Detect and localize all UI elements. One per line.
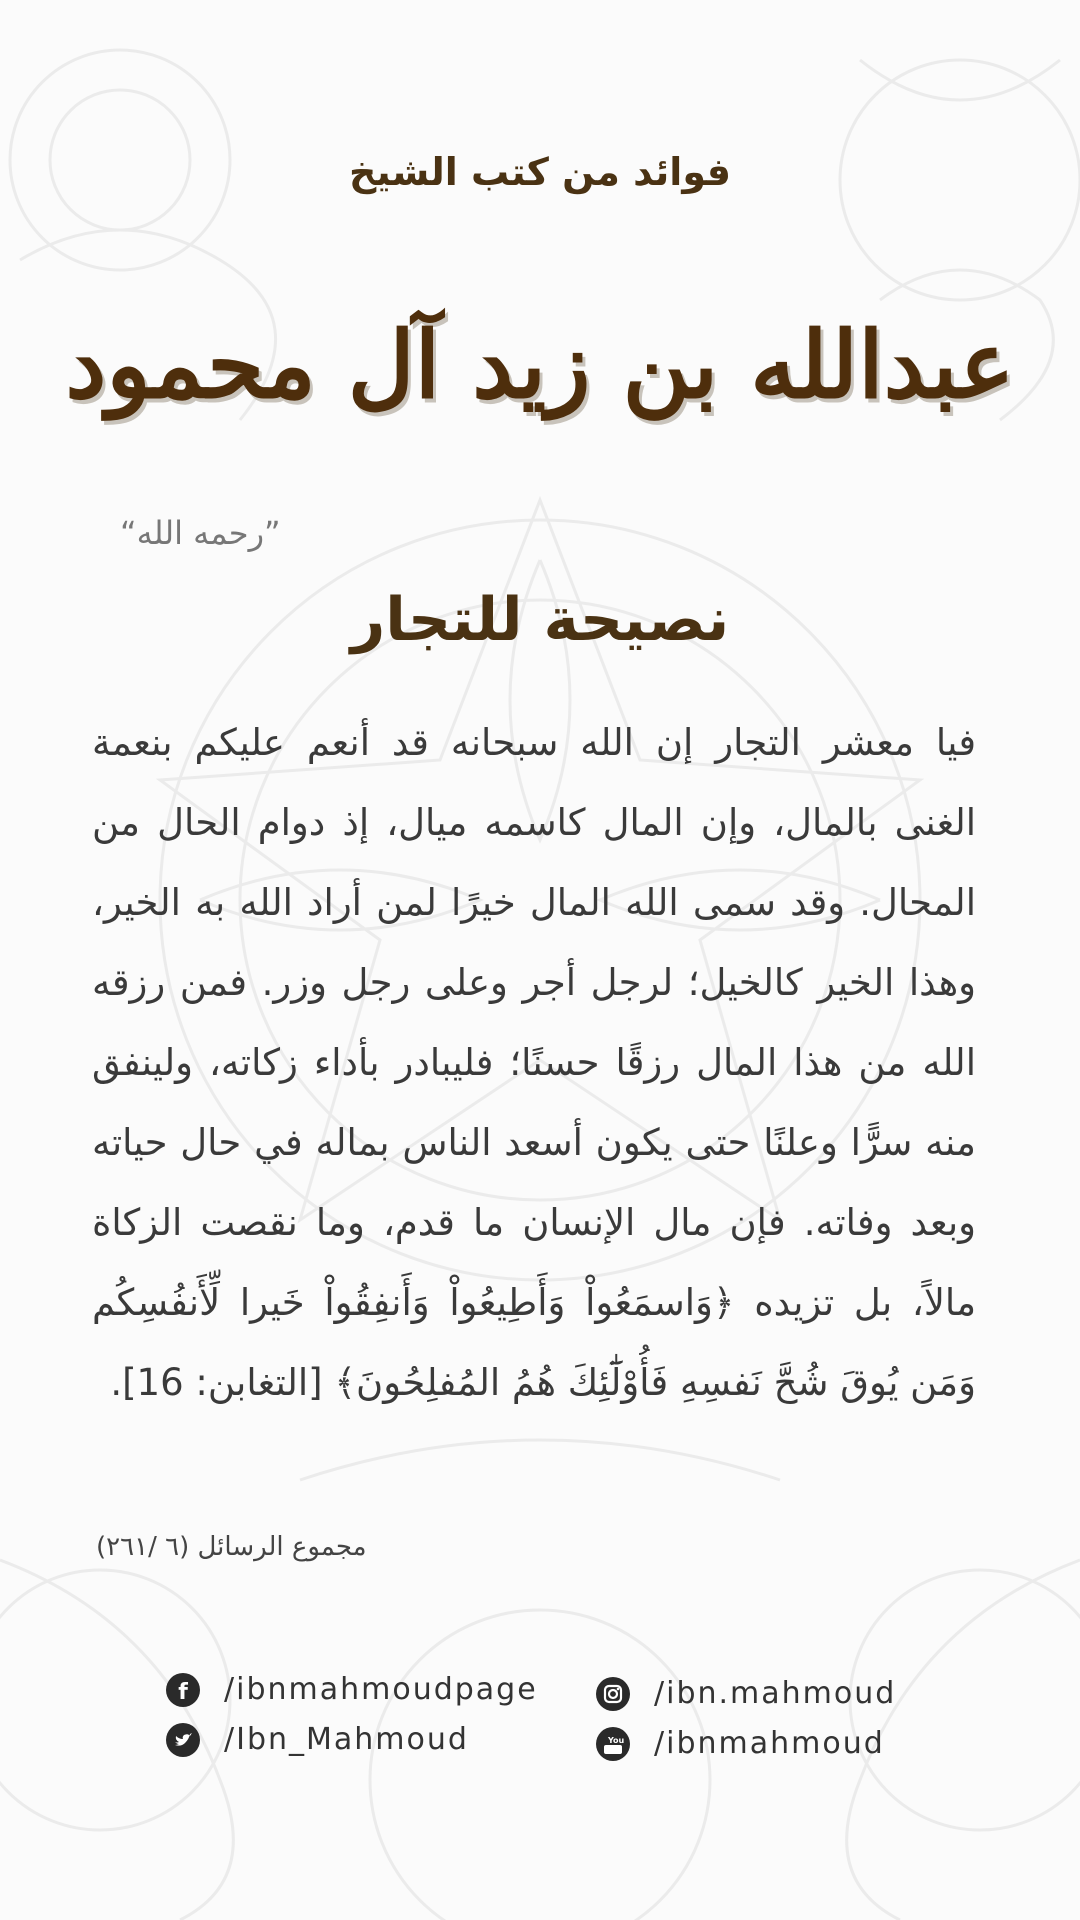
facebook-icon [166,1673,200,1707]
instagram-handle: /ibn.mahmoud [654,1676,897,1711]
youtube-link[interactable] [596,1726,885,1761]
rahimahu-label: ”رحمه الله“ [120,514,281,552]
body-text: فيا معشر التجار إن الله سبحانه قد أنعم عليكم بنعمة الغنى بالمال، وإن المال كاسمه ميال، إذ دوام الحال من المحال. وقد سمى الله المال خيرًا لمن أراد الله به الخير، وهذا الخير كالخيل؛ لرجل أجر وعلى رجل وزر. فمن رزقه الله من هذا المال رزقًا حسنًا؛ فليبادر بأداء زكاته، ولينفق منه سرًّا وعلنًا حتى يكون أسعد الناس بماله في حال حياته وبعد وفاته. فإن مال الإنسان ما قدم، وما نقصت الزكاة مالاً، بل تزيده [92,721,977,1324]
youtube-handle: /ibnmahmoud [654,1726,885,1761]
top-label: فوائد من كتب الشيخ [348,150,732,194]
body-paragraph [92,703,976,1423]
facebook-handle: /ibnmahmoudpage [224,1672,538,1707]
instagram-icon [596,1677,630,1711]
calligraphy-name: عبدالله بن زيد آل محمود [65,311,1015,419]
quran-verse: ﴿وَاسمَعُواْ وَأَطِيعُواْ وَأَنفِقُواْ خَيرا لِّأَنفُسِكُم وَمَن يُوقَ شُحَّ نَفسِهِ فَأُوْلَٰٓئِكَ هُمُ المُفلِحُونَ﴾ [92,1281,976,1404]
twitter-icon [166,1723,200,1757]
source-citation: مجموع الرسائل (٦ /٢٦١) [96,1532,367,1562]
instagram-link[interactable] [596,1676,896,1711]
twitter-handle: /Ibn_Mahmoud [224,1722,469,1757]
twitter-link[interactable] [166,1722,469,1757]
svg-text:f: f [178,1679,188,1705]
facebook-link[interactable] [166,1672,538,1707]
youtube-icon [596,1727,630,1761]
page-title: نصيحة للتجار [350,585,730,655]
svg-text:You: You [608,1735,625,1745]
verse-reference: [التغابن: 16]. [110,1361,323,1404]
